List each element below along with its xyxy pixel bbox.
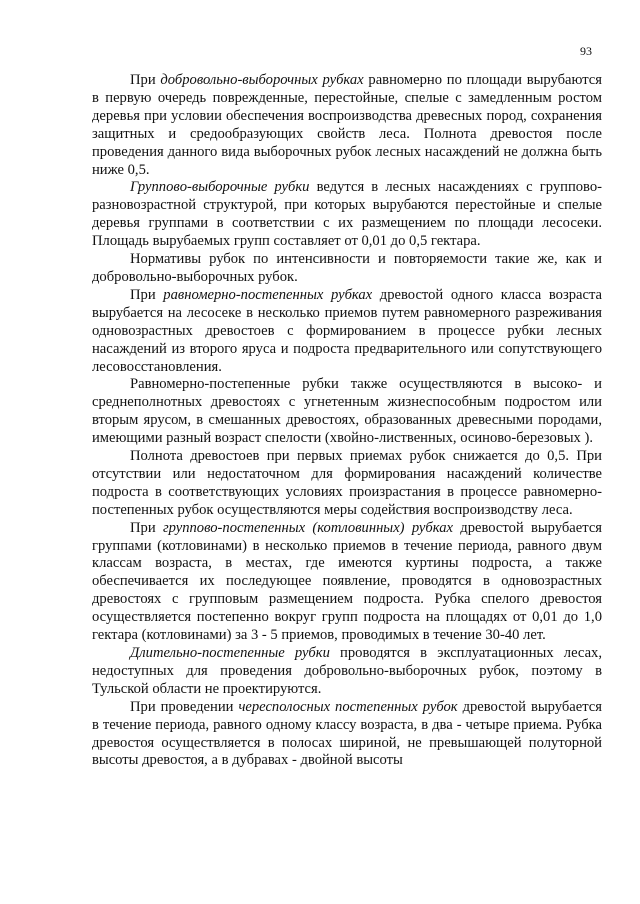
paragraph-group-selective (92, 179, 602, 251)
paragraph-lead: При (130, 519, 163, 536)
paragraph-selective-cutting (92, 72, 602, 179)
paragraph-uniform-gradual-conditions (92, 376, 602, 448)
paragraph-norms (92, 251, 602, 287)
paragraph-text: Полнота древостоев при первых приемах рубок снижается до 0,5. При отсутствии или недостаточном для формирования насаждений количестве подроста в соответствующих условиях произрастания в процессе равномерно-постепенных рубок осуществляются меры содействия воспроизводству леса. (92, 448, 602, 518)
paragraph-long-gradual (92, 645, 602, 699)
cutting-type-term: Групповo-выборочные рубки (130, 179, 310, 196)
paragraph-text: равномерно по площади вырубаются в первую очередь поврежденные, перестойные, спелые с замедленным ростом деревья при условии обеспечения воспроизводства древесных пород, сохранения защитных и средообразующих свойств леса. Полнота древостоя после проведения данного вида выборочных рубок лесных насаждений не должна быть ниже 0,5. (92, 72, 602, 178)
cutting-type-term: группово-постепенных (котловинных) рубках (162, 519, 453, 536)
paragraph-lead: При (130, 286, 164, 303)
cutting-type-term: чересполосных постепенных рубок (238, 698, 458, 715)
body-text (92, 72, 602, 770)
paragraph-lead: При (130, 72, 161, 88)
cutting-type-term: равномерно-постепенных рубках (163, 286, 373, 303)
cutting-type-term: Длительно-постепенные рубки (130, 645, 330, 661)
paragraph-lead: При проведении (130, 698, 239, 715)
cutting-type-term: добровольно-выборочных рубках (160, 72, 364, 88)
paragraph-uniform-gradual (92, 287, 602, 377)
paragraph-text: Равномерно-постепенные рубки также осуществляются в высоко- и среднеполнотных древостоях с угнетенным жизнеспособным подростом или вторым ярусом, в смешанных древостоях, образованных древесными породами, имеющими разный возраст спелости (хвойно-лиственных, осиново-березовых ). (92, 376, 602, 447)
paragraph-group-gradual (92, 520, 602, 645)
paragraph-text: проводятся в эксплуатационных лесах, недоступных для проведения добровольно-выборочных рубок, поэтому в Тульской области не проектируются. (92, 645, 602, 697)
paragraph-text: древостой вырубается в течение периода, равного одному классу возраста, в два - четыре приема. Рубка древостоя осуществляется в полосах шириной, не превышающей полуторной высоты древостоя, а в дубравах - двойной высоты (92, 698, 602, 769)
paragraph-text: древостой одного класса возраста вырубается на лесосеке в несколько приемов путем равномерного разреживания одновозрастных древостоев с формированием в процессе рубки лесных насаждений из второго яруса и подроста предварительного или сопутствующего лесовосстановления. (92, 286, 603, 375)
paragraph-text: древостой вырубается группами (котловинами) в несколько приемов в течение периода, равного двум классам возраста, в местах, где имеются куртины подроста, а также обеспечивается их последующее появление, проводятся в одновозрастных древостоях с групповым размещением подроста. Рубка спелого древостоя осуществляется постепенно вокруг групп подроста на площадях от 0,01 до 1,0 гектара (котловинами) за 3 - 5 приемов, проводимых в течение 30-40 лет. (92, 519, 603, 644)
paragraph-strip-gradual (92, 699, 602, 771)
page-number: 93 (580, 44, 592, 58)
paragraph-text: ведутся в лесных насаждениях с группово-разновозрастной структурой, при которых вырубаются перестойные и спелые деревья группами в соответствии с их размещением по площади лесосеки. Площадь вырубаемых групп составляет от 0,01 до 0,5 гектара. (92, 179, 602, 250)
paragraph-stand-density (92, 448, 602, 520)
paragraph-text: Нормативы рубок по интенсивности и повторяемости такие же, как и добровольно-выборочных рубок. (92, 251, 602, 285)
